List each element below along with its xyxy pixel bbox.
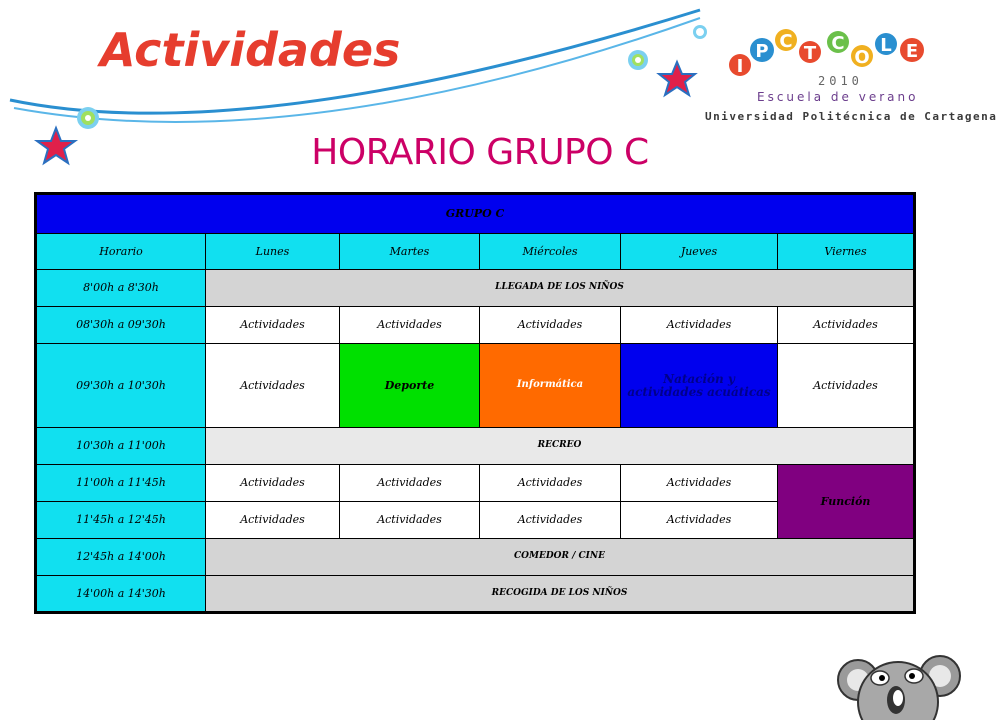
natacion-cell: Natación y actividades acuáticas xyxy=(621,344,778,428)
activity-cell: Actividades xyxy=(621,502,778,539)
activity-cell: Actividades xyxy=(340,307,480,344)
table-row xyxy=(36,307,915,344)
recogida-cell: RECOGIDA DE LOS NIÑOS xyxy=(206,576,915,613)
group-label: GRUPO C xyxy=(36,194,915,234)
column-header: Martes xyxy=(340,234,480,270)
table-row xyxy=(36,270,915,307)
activity-cell: Actividades xyxy=(340,502,480,539)
activity-cell: Actividades xyxy=(621,307,778,344)
column-header: Jueves xyxy=(621,234,778,270)
column-header: Miércoles xyxy=(480,234,621,270)
target-icon xyxy=(693,25,707,39)
funcion-cell: Función xyxy=(778,465,915,539)
column-header: Horario xyxy=(36,234,206,270)
koala-icon xyxy=(836,640,960,720)
svg-text:T: T xyxy=(803,43,817,64)
time-slot: 14'00h a 14'30h xyxy=(36,576,206,613)
target-icon xyxy=(77,107,99,129)
table-row xyxy=(36,344,915,428)
activity-cell: Actividades xyxy=(206,465,340,502)
activity-cell: Actividades xyxy=(621,465,778,502)
svg-text:C: C xyxy=(779,31,793,52)
activity-cell: Actividades xyxy=(206,307,340,344)
comedor-cell: COMEDOR / CINE xyxy=(206,539,915,576)
deporte-cell: Deporte xyxy=(340,344,480,428)
star-icon xyxy=(659,62,695,95)
table-row xyxy=(36,539,915,576)
time-slot: 11'45h a 12'45h xyxy=(36,502,206,539)
svg-text:O: O xyxy=(854,47,870,68)
activity-cell: Actividades xyxy=(778,344,915,428)
activity-cell: Actividades xyxy=(206,502,340,539)
activity-cell: Actividades xyxy=(340,465,480,502)
days-header-row xyxy=(36,234,915,270)
activity-cell: Actividades xyxy=(206,344,340,428)
activity-cell: Actividades xyxy=(480,465,621,502)
time-slot: 10'30h a 11'00h xyxy=(36,428,206,465)
informatica-cell: Informática xyxy=(480,344,621,428)
logo-year: 2010 xyxy=(818,74,863,88)
time-slot: 12'45h a 14'00h xyxy=(36,539,206,576)
page-title: HORARIO GRUPO C xyxy=(311,132,649,173)
target-icon xyxy=(628,50,648,70)
table-row xyxy=(36,428,915,465)
table-row xyxy=(36,576,915,613)
arrival-cell: LLEGADA DE LOS NIÑOS xyxy=(206,270,915,307)
activity-cell: Actividades xyxy=(778,307,915,344)
logo-university: Universidad Politécnica de Cartagena xyxy=(705,110,997,123)
time-slot: 08'30h a 09'30h xyxy=(36,307,206,344)
svg-text:L: L xyxy=(880,35,892,56)
svg-text:C: C xyxy=(831,33,845,54)
svg-text:P: P xyxy=(755,41,769,62)
svg-text:E: E xyxy=(905,41,919,62)
column-header: Lunes xyxy=(206,234,340,270)
recreo-cell: RECREO xyxy=(206,428,915,465)
group-header-row xyxy=(36,194,915,234)
schedule-table xyxy=(34,192,916,614)
time-slot: 11'00h a 11'45h xyxy=(36,465,206,502)
column-header: Viernes xyxy=(778,234,915,270)
time-slot: 09'30h a 10'30h xyxy=(36,344,206,428)
svg-text:I: I xyxy=(736,56,744,77)
logo-subtitle: Escuela de verano xyxy=(757,90,919,104)
activity-cell: Actividades xyxy=(480,502,621,539)
time-slot: 8'00h a 8'30h xyxy=(36,270,206,307)
banner-title-art: Actividades xyxy=(100,23,401,77)
activity-cell: Actividades xyxy=(480,307,621,344)
table-row xyxy=(36,465,915,502)
